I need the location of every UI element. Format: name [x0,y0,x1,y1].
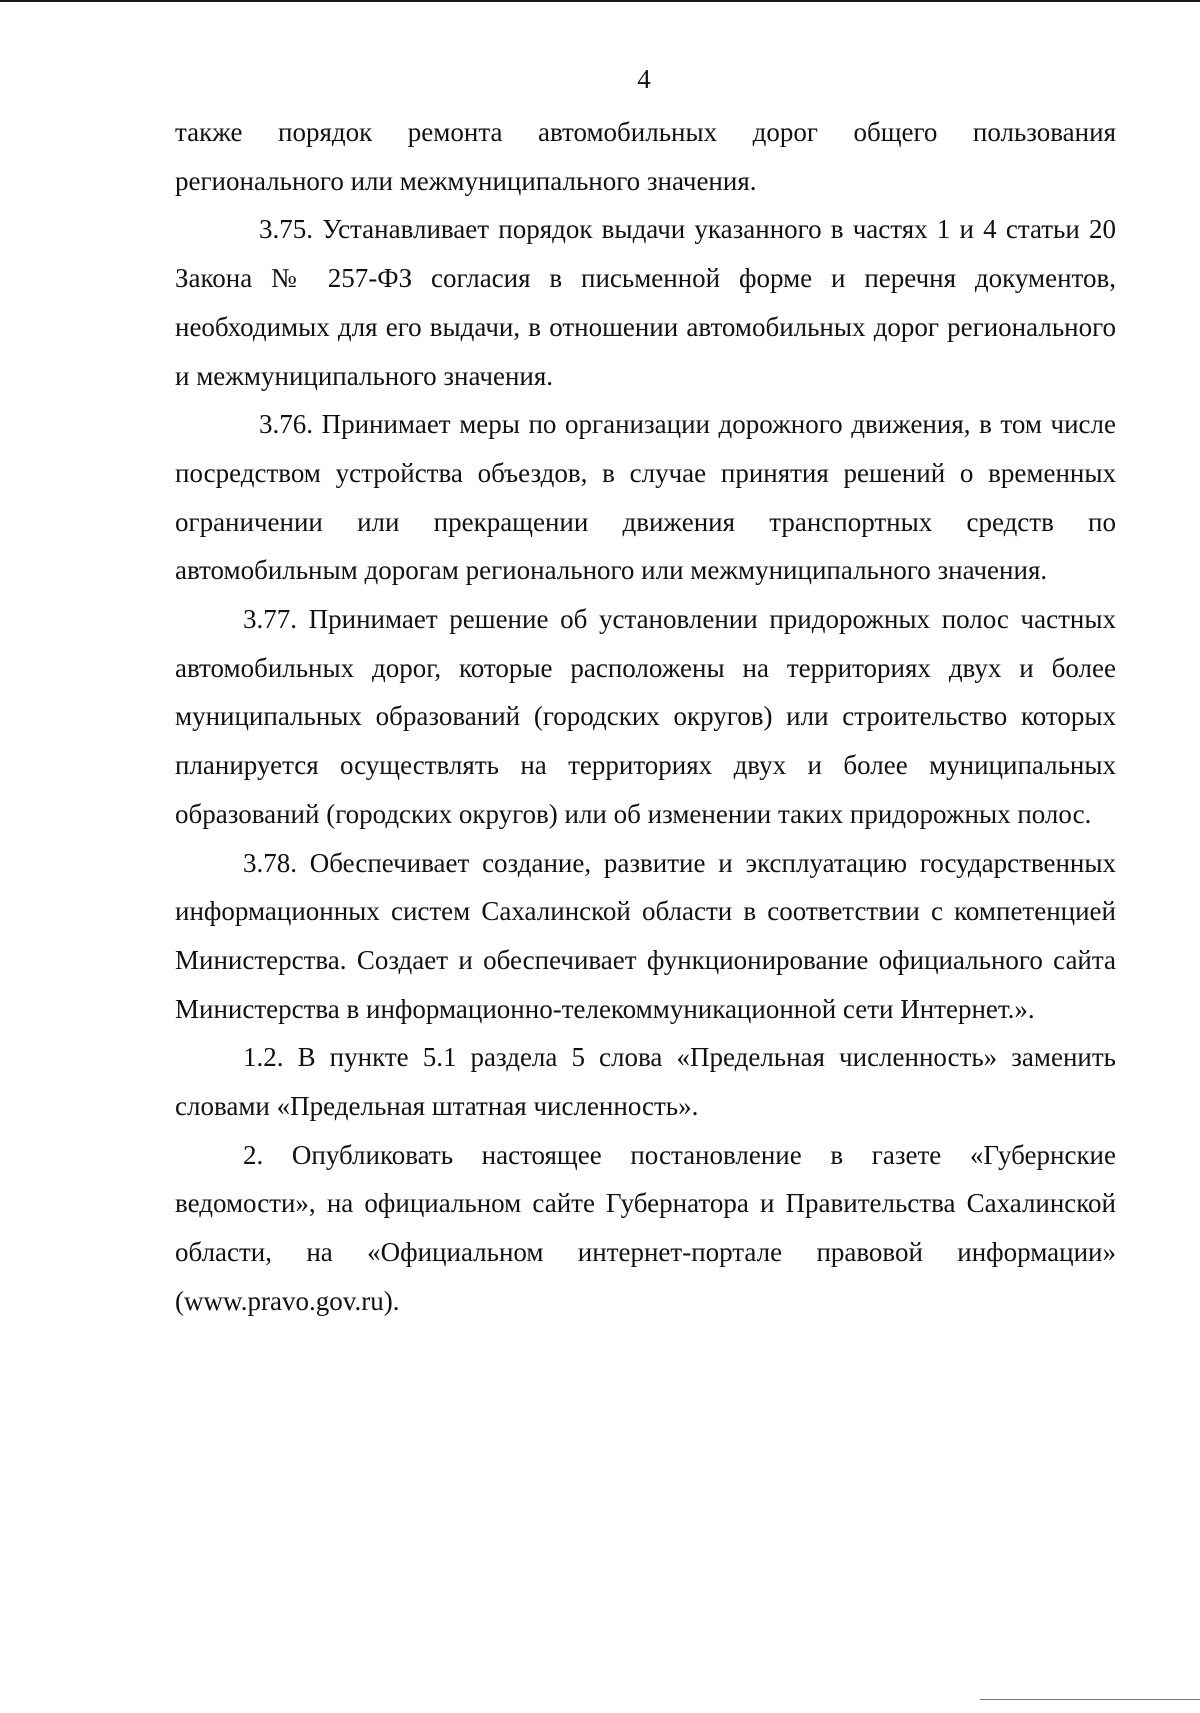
page-number: 4 [637,64,651,94]
document-body [175,108,1116,1326]
bottom-edge-line [980,1699,1200,1700]
paragraph-continuation: также порядок ремонта автомобильных дорог общего пользования регионального или межмуниципального значения. [175,117,1116,196]
paragraph-3-78: 3.78. Обеспечивает создание, развитие и эксплуатацию государственных информационных систем Сахалинской области в соответствии с компетенцией Министерства. Создает и обеспечивает функционирование официального сайта Министерства в информационно-телекоммуникационной сети Интернет.». [175,847,1116,1024]
paragraph-3-76: 3.76. Принимает меры по организации дорожного движения, в том числе посредством устройства объездов, в случае принятия решений о временных ограничении или прекращении движения транспортных средств по автомобильным дорогам регионального или межмуниципального значения. [175,409,1116,586]
paragraph-2: 2. Опубликовать настоящее постановление в газете «Губернские ведомости», на официальном сайте Губернатора и Правительства Сахалинской области, на «Официальном интернет-портале правовой информации» (www.pravo.gov.ru). [175,1139,1116,1316]
paragraph-3-77: 3.77. Принимает решение об установлении придорожных полос частных автомобильных дорог, которые расположены на территориях двух и более муниципальных образований (городских округов) или строительство которых планируется осуществлять на территориях двух и более муниципальных образований (городских округов) или об изменении таких придорожных полос. [175,604,1116,829]
paragraph-3-75: 3.75. Устанавливает порядок выдачи указанного в частях 1 и 4 статьи 20 Закона № 257-ФЗ согласия в письменной форме и перечня документов, необходимых для его выдачи, в отношении автомобильных дорог регионального и межмуниципального значения. [175,214,1116,391]
paragraph-1-2: 1.2. В пункте 5.1 раздела 5 слова «Предельная численность» заменить словами «Предельная штатная численность». [175,1042,1116,1122]
top-border-line [0,0,1200,2]
